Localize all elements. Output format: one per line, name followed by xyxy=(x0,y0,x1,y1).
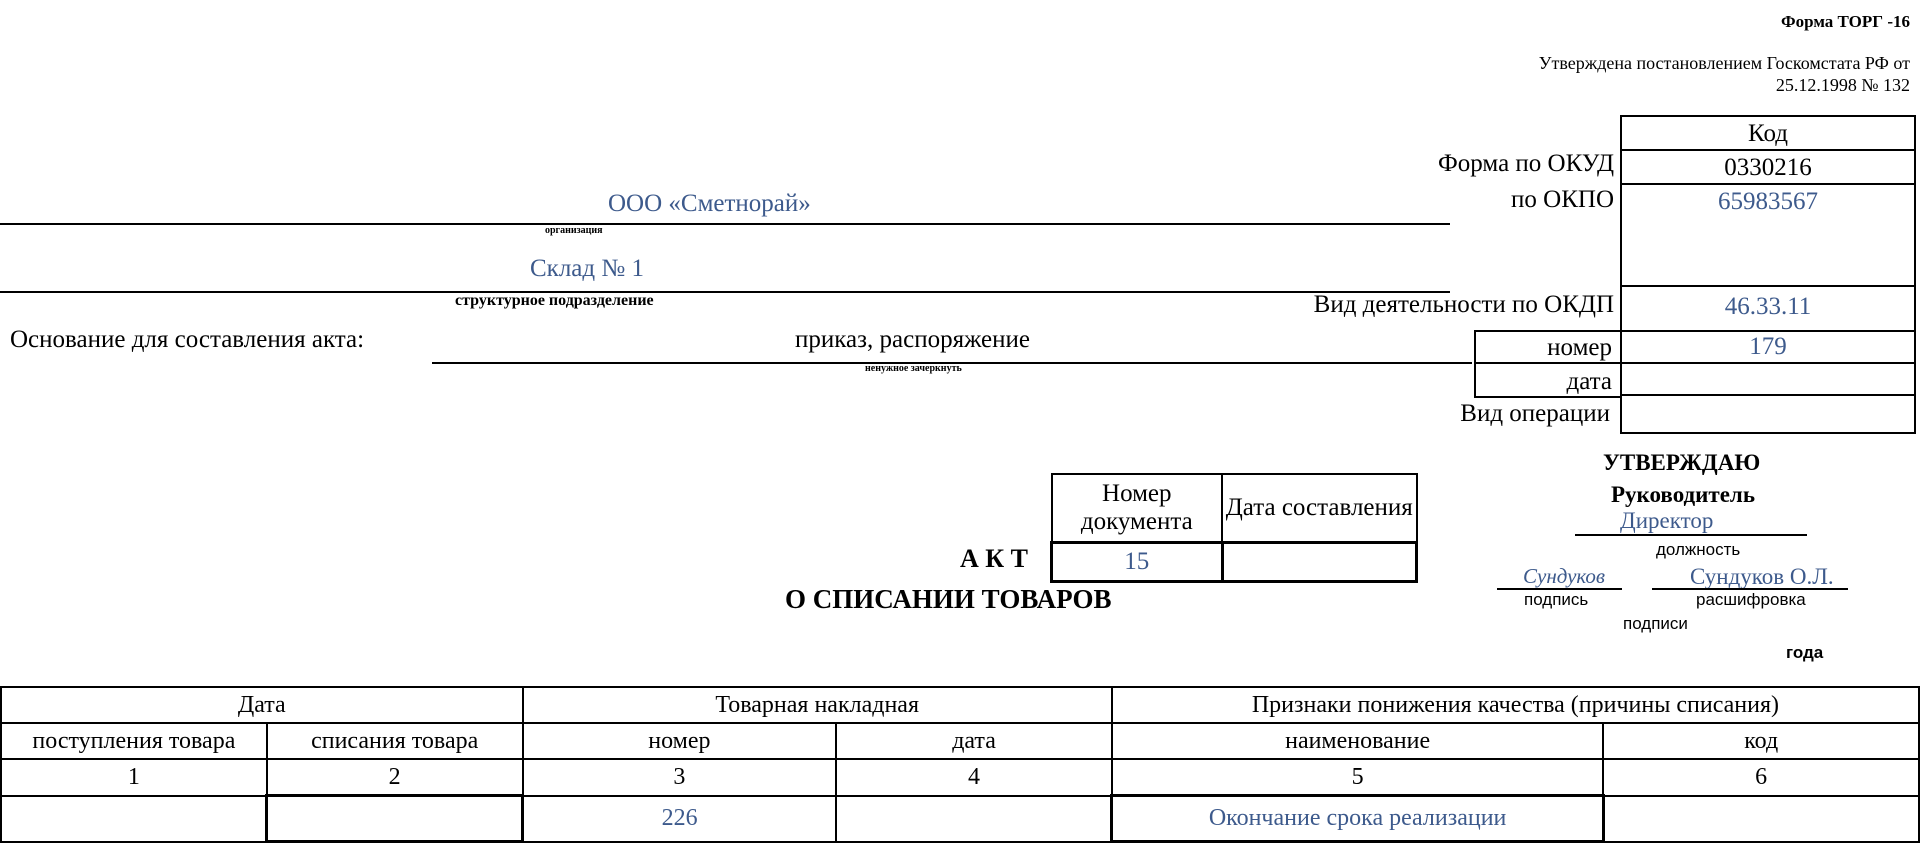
name-caption-1: расшифровка xyxy=(1696,590,1806,609)
doc-number-header: Номер документа xyxy=(1052,474,1223,543)
okpo-value-text: 65983567 xyxy=(1718,188,1818,215)
codes-header: Код xyxy=(1620,115,1916,151)
organization-caption: организация xyxy=(545,225,603,236)
approval-title: УТВЕРЖДАЮ xyxy=(1603,450,1761,475)
row1-date[interactable] xyxy=(836,796,1112,842)
doc-date-header: Дата составления xyxy=(1222,474,1416,543)
signature-value[interactable]: Сундуков xyxy=(1523,564,1606,588)
col-num-3: 3 xyxy=(523,759,837,796)
col-number-header: номер xyxy=(523,723,837,759)
approval-note-line1: Утверждена постановлением Госкомстата РФ от xyxy=(1538,53,1910,73)
operation-label: Вид операции xyxy=(1460,400,1610,427)
position-line xyxy=(1575,534,1807,536)
col-num-1: 1 xyxy=(1,759,267,796)
basis-caption: ненужное зачеркнуть xyxy=(865,363,962,374)
name-caption-2: подписи xyxy=(1623,614,1688,633)
row1-code[interactable] xyxy=(1603,796,1919,842)
col-num-2: 2 xyxy=(267,759,523,796)
col-code-header: код xyxy=(1603,723,1919,759)
number-date-box xyxy=(1474,330,1622,398)
department-line xyxy=(0,291,1450,293)
number-label: номер xyxy=(1476,332,1620,364)
basis-label: Основание для составления акта: xyxy=(10,326,365,353)
basis-value[interactable]: приказ, распоряжение xyxy=(795,326,1030,353)
col-name-header: наименование xyxy=(1112,723,1604,759)
okdp-value[interactable]: 46.33.11 xyxy=(1620,285,1916,332)
department-value[interactable]: Склад № 1 xyxy=(530,255,644,282)
col-num-5: 5 xyxy=(1112,759,1604,796)
col-num-4: 4 xyxy=(836,759,1112,796)
name-value[interactable]: Сундуков О.Л. xyxy=(1690,564,1834,589)
group-date-header: Дата xyxy=(1,687,523,723)
row1-reason[interactable]: Окончание срока реализации xyxy=(1112,796,1604,842)
operation-value[interactable] xyxy=(1620,394,1916,434)
row1-number[interactable]: 226 xyxy=(523,796,837,842)
row1-receipt[interactable] xyxy=(1,796,267,842)
group-reason-header: Признаки понижения качества (причины списания) xyxy=(1112,687,1919,723)
position-caption: должность xyxy=(1656,540,1741,559)
approval-note xyxy=(1539,52,1910,96)
department-caption: структурное подразделение xyxy=(455,292,654,309)
approval-role: Руководитель xyxy=(1611,482,1755,507)
date-label: дата xyxy=(1566,368,1612,395)
doc-date[interactable] xyxy=(1222,543,1416,582)
col-num-6: 6 xyxy=(1603,759,1919,796)
writeoff-table xyxy=(0,686,1920,843)
act-subtitle: О СПИСАНИИ ТОВАРОВ xyxy=(785,584,1112,614)
col-writeoff-header: списания товара xyxy=(267,723,523,759)
form-name: Форма ТОРГ -16 xyxy=(1781,12,1910,31)
doc-number[interactable]: 15 xyxy=(1052,543,1223,582)
organization-value[interactable]: ООО «Сметнорай» xyxy=(608,190,811,217)
doc-table xyxy=(1050,473,1418,583)
okdp-label: Вид деятельности по ОКДП xyxy=(1313,291,1614,318)
act-title: А К Т xyxy=(960,544,1028,573)
date-value[interactable] xyxy=(1620,362,1916,396)
group-invoice-header: Товарная накладная xyxy=(523,687,1112,723)
organization-line xyxy=(0,223,1450,225)
col-receipt-header: поступления товара xyxy=(1,723,267,759)
position-value[interactable]: Директор xyxy=(1620,508,1714,533)
col-date-header: дата xyxy=(836,723,1112,759)
approval-note-line2: 25.12.1998 № 132 xyxy=(1775,75,1910,95)
okud-label: Форма по ОКУД xyxy=(1438,150,1614,177)
okpo-value[interactable] xyxy=(1620,183,1916,287)
number-value[interactable]: 179 xyxy=(1620,330,1916,364)
signature-caption: подпись xyxy=(1524,590,1589,609)
okud-value[interactable]: 0330216 xyxy=(1620,149,1916,185)
okpo-label: по ОКПО xyxy=(1511,186,1614,213)
year-caption: года xyxy=(1786,643,1824,662)
row1-writeoff[interactable] xyxy=(267,796,523,842)
